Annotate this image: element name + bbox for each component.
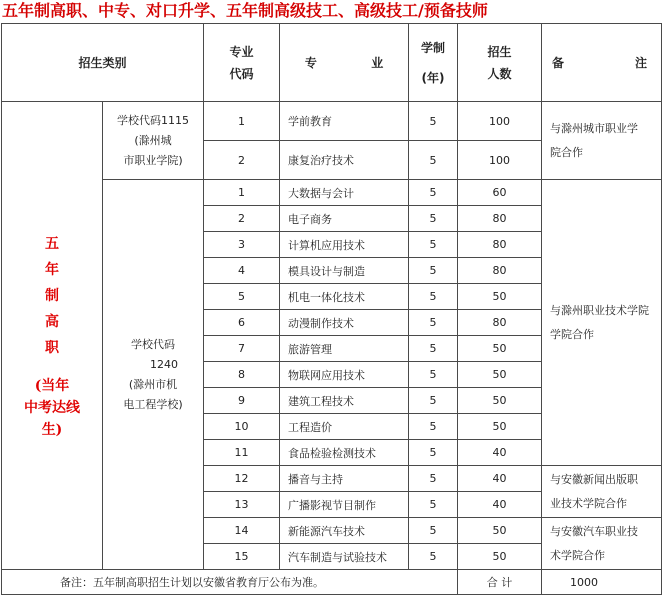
count-cell: 100: [458, 102, 542, 141]
years-cell: 5: [409, 466, 458, 492]
header-years-line1: 学制: [421, 40, 446, 55]
years-cell: 5: [409, 284, 458, 310]
major-cell: 电子商务: [280, 206, 409, 232]
years-cell: 5: [409, 492, 458, 518]
count-cell: 80: [458, 310, 542, 336]
header-category: 招生类别: [2, 24, 204, 102]
years-cell: 5: [409, 102, 458, 141]
major-cell: 建筑工程技术: [280, 388, 409, 414]
code-cell: 11: [204, 440, 280, 466]
school-line: (滁州城: [134, 133, 172, 147]
code-cell: 12: [204, 466, 280, 492]
header-count-line1: 招生: [487, 44, 512, 59]
major-cell: 食品检验检测技术: [280, 440, 409, 466]
total-label: 合 计: [458, 570, 542, 595]
header-count-line2: 人数: [487, 66, 512, 81]
school-line: 学校代码: [131, 337, 175, 351]
years-cell: 5: [409, 310, 458, 336]
header-code-line2: 代码: [229, 66, 254, 81]
header-years: [409, 24, 458, 102]
major-cell: 康复治疗技术: [280, 141, 409, 180]
major-cell: 动漫制作技术: [280, 310, 409, 336]
category-char: 职: [45, 339, 59, 356]
remark-cell: [542, 180, 662, 466]
major-cell: 机电一体化技术: [280, 284, 409, 310]
category-char: 高: [45, 313, 59, 330]
code-cell: 15: [204, 544, 280, 570]
school-line: 学校代码1115: [117, 113, 189, 127]
code-cell: 2: [204, 141, 280, 180]
years-cell: 5: [409, 180, 458, 206]
code-cell: 10: [204, 414, 280, 440]
school-line: (滁州市机: [128, 377, 178, 391]
years-cell: 5: [409, 544, 458, 570]
code-cell: 2: [204, 206, 280, 232]
code-cell: 1: [204, 102, 280, 141]
count-cell: 40: [458, 466, 542, 492]
footer-note: 备注：五年制高职招生计划以安徽省教育厅公布为准。: [2, 570, 458, 595]
major-cell: 工程造价: [280, 414, 409, 440]
years-cell: 5: [409, 258, 458, 284]
remark-line: 与安徽新闻出版职: [550, 472, 639, 486]
count-cell: 50: [458, 362, 542, 388]
category-char: 五: [45, 235, 59, 252]
years-cell: 5: [409, 414, 458, 440]
school-line: 市职业学院): [123, 153, 183, 167]
header-major-b: 业: [371, 56, 384, 70]
code-cell: 4: [204, 258, 280, 284]
remark-line: 与滁州城市职业学: [550, 121, 639, 135]
page-title: 五年制高职、中专、对口升学、五年制高级技工、高级技工/预备技师: [2, 1, 488, 20]
school-cell-1115: [103, 102, 204, 180]
category-sub-line1: (当年: [34, 377, 70, 394]
years-cell: 5: [409, 518, 458, 544]
count-cell: 50: [458, 388, 542, 414]
count-cell: 80: [458, 232, 542, 258]
remark-line: 与安徽汽车职业技: [550, 524, 639, 538]
header-code: [204, 24, 280, 102]
code-cell: 6: [204, 310, 280, 336]
remark-cell: [542, 518, 662, 570]
count-cell: 50: [458, 414, 542, 440]
header-note: [542, 24, 662, 102]
count-cell: 50: [458, 544, 542, 570]
years-cell: 5: [409, 336, 458, 362]
count-cell: 80: [458, 206, 542, 232]
remark-cell: [542, 102, 662, 180]
count-cell: 50: [458, 284, 542, 310]
category-char: 制: [45, 287, 59, 304]
remark-line: 业技术学院合作: [550, 496, 628, 510]
major-cell: 学前教育: [280, 102, 409, 141]
category-sub-line2: 中考达线: [24, 399, 80, 416]
school-line: 1240: [150, 357, 178, 371]
header-major: [280, 24, 409, 102]
code-cell: 5: [204, 284, 280, 310]
major-cell: 物联网应用技术: [280, 362, 409, 388]
header-code-line1: 专业: [229, 44, 254, 59]
years-cell: 5: [409, 388, 458, 414]
count-cell: 80: [458, 258, 542, 284]
total-value: 1000: [542, 570, 662, 595]
code-cell: 8: [204, 362, 280, 388]
category-char: 年: [45, 261, 59, 278]
years-cell: 5: [409, 206, 458, 232]
count-cell: 100: [458, 141, 542, 180]
remark-line: 学院合作: [550, 327, 595, 341]
code-cell: 14: [204, 518, 280, 544]
table-footer-row: [2, 570, 662, 595]
code-cell: 7: [204, 336, 280, 362]
remark-cell: [542, 466, 662, 518]
major-cell: 广播影视节目制作: [280, 492, 409, 518]
remark-line: 术学院合作: [550, 548, 606, 562]
header-note-a: 备: [552, 56, 565, 70]
years-cell: 5: [409, 440, 458, 466]
count-cell: 40: [458, 492, 542, 518]
remark-line: 与滁州职业技术学院: [550, 303, 650, 317]
major-cell: 模具设计与制造: [280, 258, 409, 284]
school-line: 电工程学校): [123, 397, 183, 411]
header-note-b: 注: [635, 56, 648, 70]
count-cell: 50: [458, 518, 542, 544]
code-cell: 13: [204, 492, 280, 518]
remark-line: 院合作: [550, 145, 584, 159]
category-sub: [2, 375, 102, 441]
code-cell: 3: [204, 232, 280, 258]
category-sub-line3: 生): [41, 421, 63, 438]
years-cell: 5: [409, 362, 458, 388]
major-cell: 旅游管理: [280, 336, 409, 362]
major-cell: 汽车制造与试验技术: [280, 544, 409, 570]
major-cell: 播音与主持: [280, 466, 409, 492]
major-cell: 新能源汽车技术: [280, 518, 409, 544]
school-cell-1240: [103, 180, 204, 570]
major-cell: 大数据与会计: [280, 180, 409, 206]
code-cell: 1: [204, 180, 280, 206]
table-header-row: [2, 24, 662, 102]
count-cell: 60: [458, 180, 542, 206]
count-cell: 40: [458, 440, 542, 466]
category-cell: [2, 102, 103, 570]
table-row: [2, 102, 662, 141]
years-cell: 5: [409, 232, 458, 258]
admission-table: [1, 23, 662, 595]
count-cell: 50: [458, 336, 542, 362]
years-cell: 5: [409, 141, 458, 180]
header-count: [458, 24, 542, 102]
major-cell: 计算机应用技术: [280, 232, 409, 258]
code-cell: 9: [204, 388, 280, 414]
header-major-a: 专: [304, 56, 317, 70]
header-years-line2: (年): [421, 70, 445, 85]
